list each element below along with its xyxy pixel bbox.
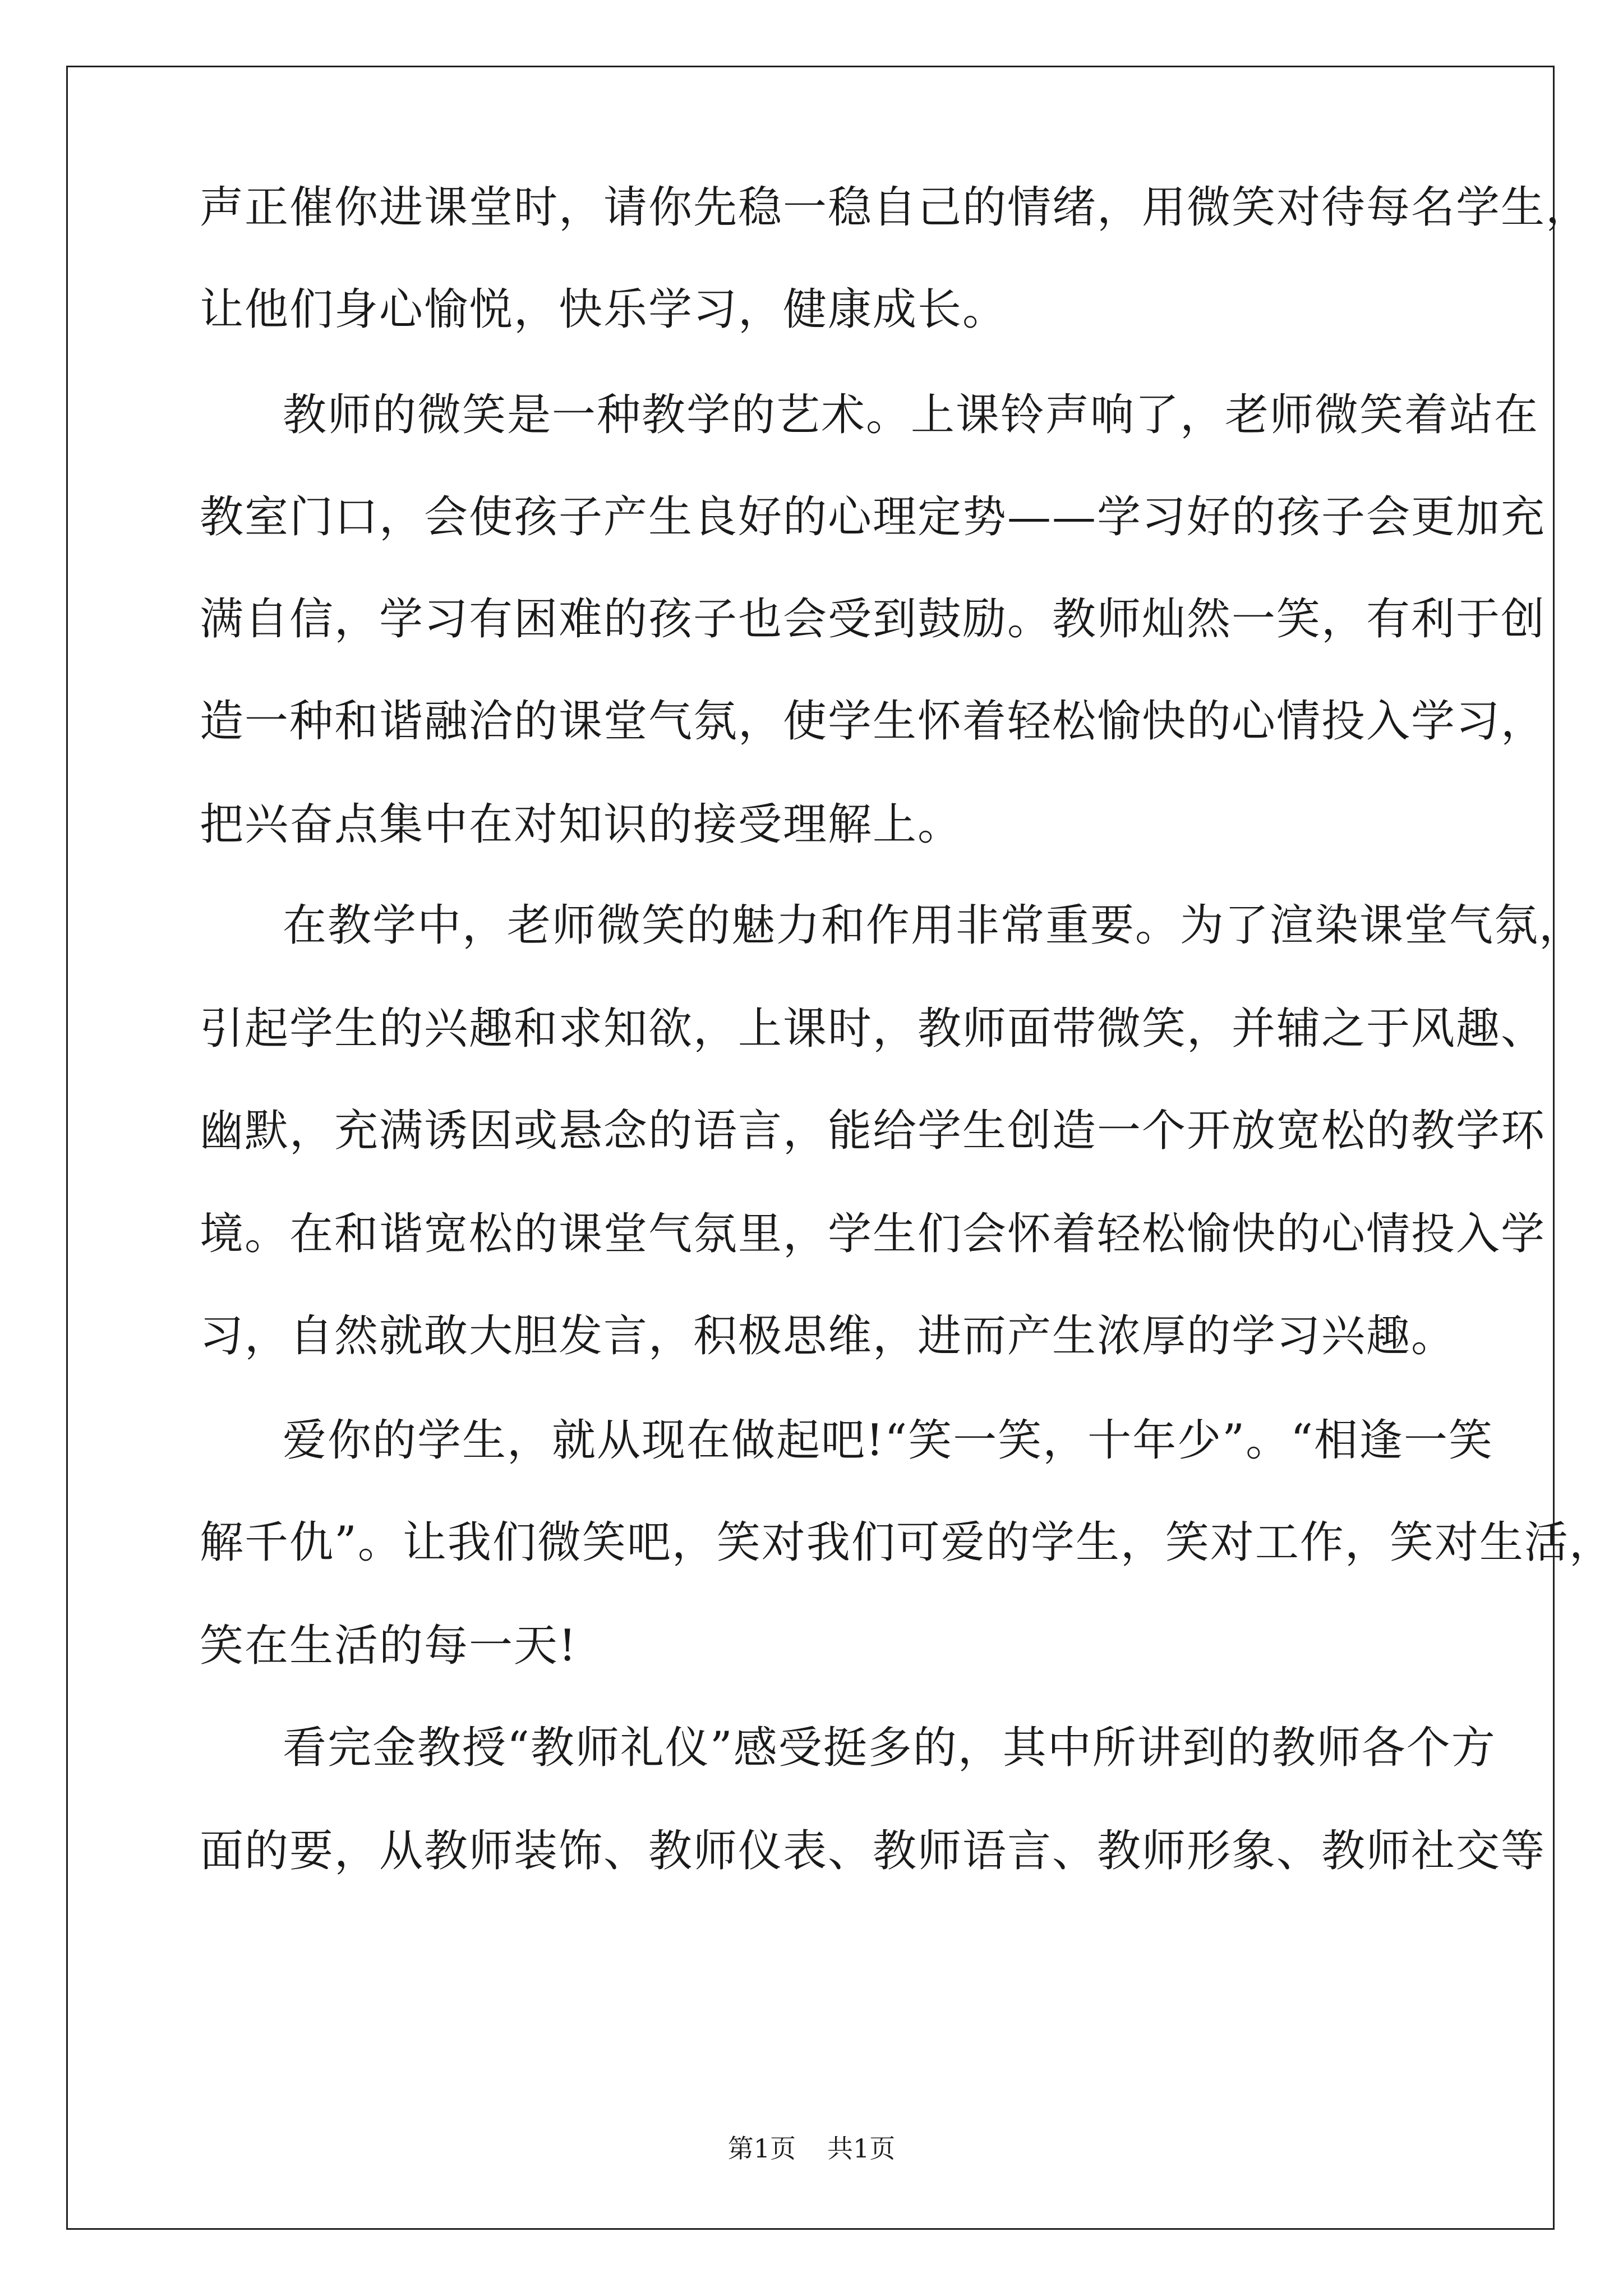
- text-line: 让他们身心愉悦，快乐学习，健康成长。: [200, 284, 1008, 335]
- text-line: 笑在生活的每一天!: [200, 1621, 578, 1671]
- text-line: 习，自然就敢大胆发言，积极思维，进而产生浓厚的学习兴趣。: [200, 1311, 1456, 1361]
- page-footer: [0, 2132, 1623, 2165]
- text-line: 引起学生的兴趣和求知欲，上课时，教师面带微笑，并辅之于风趣、: [200, 1004, 1546, 1054]
- paragraph-start-line: 在教学中，老师微笑的魅力和作用非常重要。为了渲染课堂气氛，: [283, 900, 1584, 951]
- text-line: 解千仇”。让我们微笑吧，笑对我们可爱的学生，笑对工作，笑对生活，: [200, 1517, 1614, 1568]
- paragraph-start-line: 教师的微笑是一种教学的艺术。上课铃声响了，老师微笑着站在: [283, 390, 1539, 440]
- page-number: 第1页: [727, 2133, 796, 2164]
- text-line: 面的要，从教师装饰、教师仪表、教师语言、教师形象、教师社交等: [200, 1826, 1546, 1876]
- text-line: 造一种和谐融洽的课堂气氛，使学生怀着轻松愉快的心情投入学习，: [200, 696, 1546, 747]
- text-line: 教室门口，会使孩子产生良好的心理定势——学习好的孩子会更加充: [200, 492, 1546, 542]
- text-line: 声正催你进课堂时，请你先稳一稳自己的情绪，用微笑对待每名学生，: [200, 182, 1591, 233]
- paragraph-start-line: 爱你的学生，就从现在做起吧!“笑一笑，十年少”。“相逢一笑: [283, 1415, 1493, 1466]
- text-line: 满自信，学习有困难的孩子也会受到鼓励。教师灿然一笑，有利于创: [200, 594, 1546, 645]
- text-line: 幽默，充满诱因或悬念的语言，能给学生创造一个开放宽松的教学环: [200, 1106, 1546, 1156]
- text-line: 把兴奋点集中在对知识的接受理解上。: [200, 799, 963, 850]
- paragraph-start-line: 看完金教授“教师礼仪”感受挺多的，其中所讲到的教师各个方: [283, 1723, 1496, 1773]
- page-total: 共1页: [827, 2133, 896, 2164]
- text-line: 境。在和谐宽松的课堂气氛里，学生们会怀着轻松愉快的心情投入学: [200, 1209, 1546, 1259]
